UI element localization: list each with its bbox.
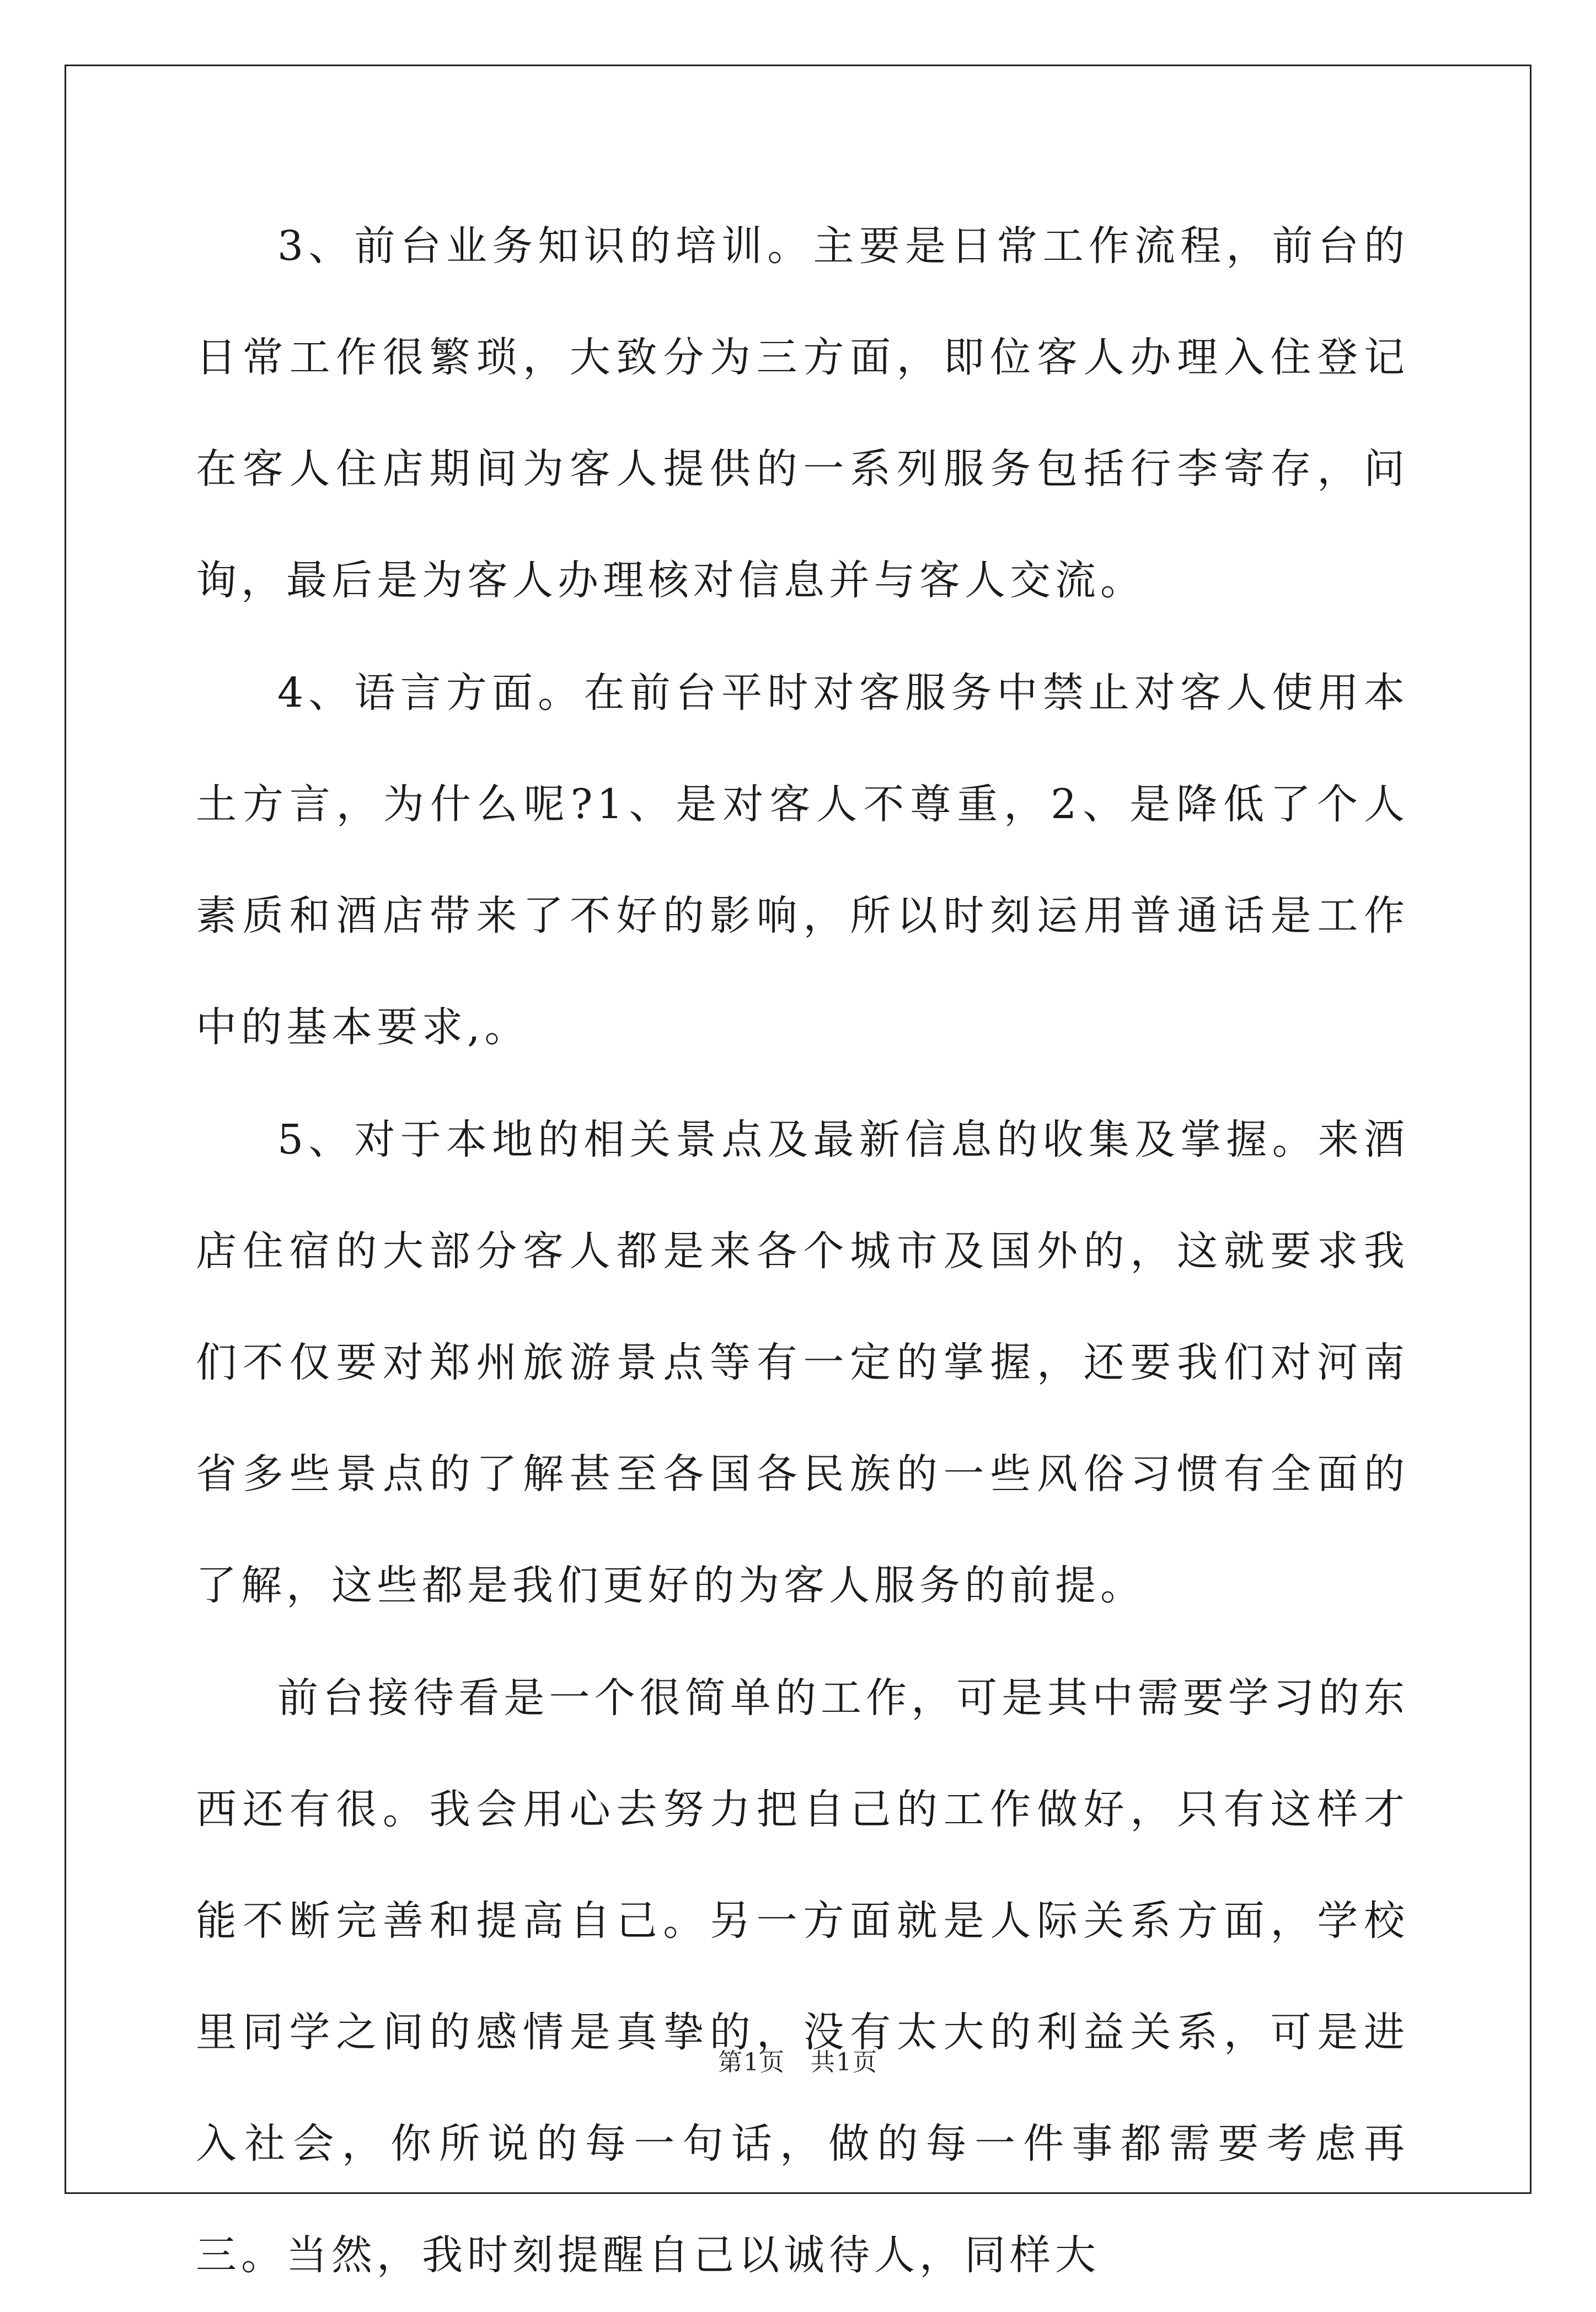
document-body (196, 190, 1409, 2312)
page-number-footer: 第1页 共1页 (718, 2048, 878, 2076)
paragraph-language: 4、语言方面。在前台平时对客服务中禁止对客人使用本土方言，为什么呢?1、是对客人不尊重，2、是降低了个人素质和酒店带来了不好的影响，所以时刻运用普通话是工作中的基本要求,。 (196, 669, 1409, 1051)
paragraph-front-desk-training: 3、前台业务知识的培训。主要是日常工作流程，前台的日常工作很繁琐，大致分为三方面，即位客人办理入住登记在客人住店期间为客人提供的一系列服务包括行李寄存，问询，最后是为客人办理核对信息并与客人交流。 (196, 222, 1409, 604)
paragraph-reflection: 前台接待看是一个很简单的工作，可是其中需要学习的东西还有很。我会用心去努力把自己的工作做好，只有这样才能不断完善和提高自己。另一方面就是人际关系方面，学校里同学之间的感情是真挚的，没有太大的利益关系，可是进入社会，你所说的每一句话，做的每一件事都需要考虑再三。当然，我时刻提醒自己以诚待人，同样大 (196, 1674, 1409, 2279)
paragraph-local-attractions: 5、对于本地的相关景点及最新信息的收集及掌握。来酒店住宿的大部分客人都是来各个城市及国外的，这就要求我们不仅要对郑州旅游景点等有一定的掌握，还要我们对河南省多些景点的了解甚至各国各民族的一些风俗习惯有全面的了解，这些都是我们更好的为客人服务的前提。 (196, 1116, 1409, 1609)
